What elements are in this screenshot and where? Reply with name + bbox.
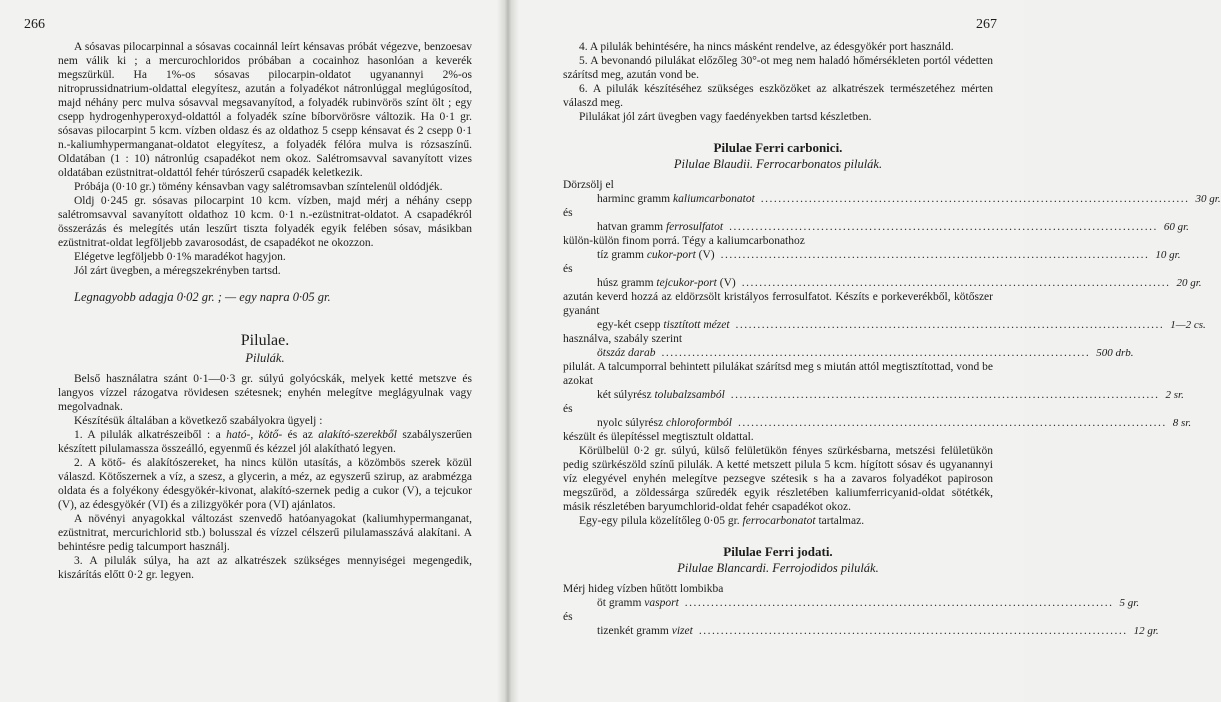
rule-2: 2. A kötő- és alakítószereket, ha nincs külön utasítás, a közömbös szerek közül válaszd. Kötőszernek a víz, a szesz, a glycerin, a méz, az egyszerű szirup, az arabmézga oldata és a folyékony édesgyökér-kivonat, alakító-szernek pedig a cukor (V), a tejcukor (V), az édesgyökér (VI) és a zilizgyökér pora (VI) ajánlatos. [58,457,472,511]
paragraph: Próbája (0·10 gr.) tömény kénsavban vagy salétromsavban színtelenül oldódjék. [74,181,443,193]
rule-1: 1. A pilulák alkatrészeiből : a ható-, kötő- és az alakító-szerekből szabályszerűen készített pilulamassza összeálló, egyenmű és kézzel jól alakítható legyen. [58,429,472,455]
section-heading-ferri-carbonici: Pilulae Ferri carbonici. [713,140,843,155]
recipe-intro: Mérj hideg vízben hűtött lombikba [563,583,724,595]
section-subheading-pilulak: Pilulák. [245,351,285,365]
leader-dots: .................................................................................................. [684,597,1114,609]
ingredient-row: egy-két csepp tisztított mézet .................................................................................................. 1—2 cs. [597,319,1206,331]
ingredient-row: húsz gramm tejcukor-port (V) .................................................................................................. 20 gr. [597,277,1202,289]
max-dose-line: Legnagyobb adagja 0·02 gr. ; — egy napra 0·05 gr. [74,290,331,304]
ingredient-row: hatvan gramm ferrosulfatot .................................................................................................. 60 gr. [597,221,1189,233]
leader-dots: .................................................................................................. [729,221,1158,233]
section-heading-ferri-jodati: Pilulae Ferri jodati. [723,544,833,559]
paragraph: Jól zárt üvegben, a méregszekrényben tartsd. [74,265,281,277]
ingredient-row: tizenkét gramm vizet .................................................................................................. 12 gr. [597,625,1159,637]
recipe-text: használva, szabály szerint [563,333,683,345]
paragraph: Oldj 0·245 gr. sósavas pilocarpint 10 kcm. vízben, majd mérj a néhány csepp salétromsavval savanyított oldathoz 10 kcm. 0·1 n.-ezüstnitrat-oldatot. A csapadékról összerázás és melegítés után leszűrt tiszta folyadék egyik felében sósav, másikban ezüstnitrat-oldat legföljebb zavarosodást, de csapadékot ne okozzon. [58,195,472,249]
leader-dots: .................................................................................................. [730,389,1160,401]
ingredient-row: ötszáz darab .................................................................................................. 500 drb. [597,347,1134,359]
paragraph: A növényi anyagokkal változást szenvedő hatóanyagokat (kaliumhypermanganat, ezüstnitrat, mercurichlorid stb.) bolusszal és vízzel célszerű pilulamasszává alakítani. A behintésre pedig talcumport használj. [58,513,472,553]
conjunction: és [563,207,573,219]
paragraph: Egy-egy pilula közelítőleg 0·05 gr. ferrocarbonatot tartalmaz. [579,515,865,527]
paragraph: Pilulákat jól zárt üvegben vagy faedényekben tartsd készletben. [579,111,872,123]
leader-dots: .................................................................................................. [698,625,1128,637]
recipe-text: külön-külön finom porrá. Tégy a kaliumcarbonathoz [563,235,805,247]
paragraph: Belső használatra szánt 0·1—0·3 gr. súlyú golyócskák, melyek ketté metszve és langyos vízzel rázogatva rövidesen szétesnek; enyhén melegítve meglágyulnak vagy megolvadnak. [58,373,472,413]
rule-5: 5. A bevonandó pilulákat előzőleg 30°-ot meg nem haladó hőmérsékleten portól védetten szárítsd meg, azután vond be. [563,55,993,81]
paragraph: A sósavas pilocarpinnal a sósavas cocainnál leírt kénsavas próbát végezve, benzoesav nem válik ki ; a mercurochloridos próbában a cocainhoz hasonlóan a keverék megszürkül. Ha 1%-os sósavas pilocarpin-oldatot ugyanannyi 2%-os nitroprussidnatrium-oldattal elegyítesz, azután a folyadékot nátronlúggal meglúgosítod, majd néhány perc mulva sósavval megsavanyítod, a folyadék rubinvörös színt ölt ; egy csepp hydrogenhyperoxyd-oldattól a folyadék színe bíborvörösre változik. Ha 0·1 gr. sósavas pilocarpint 5 kcm. vízben oldasz és az oldathoz 5 csepp kénsavat és 2 csepp 0·1 n.-kaliumhypermanganat-oldatot elegyítesz, a folyadék félóra mulva is rózsaszínű. Oldatában (1 : 10) nátronlúg csapadékot nem okoz. Salétromsavval savanyított vizes oldatában ezüstnitrat-oldattól fehér túrószerű csapadék keletkezik. [58,41,472,179]
recipe-intro: Dörzsölj el [563,179,614,191]
conjunction: és [563,611,573,623]
rule-4: 4. A pilulák behintésére, ha nincs másként rendelve, az édesgyökér port használd. [579,41,954,53]
ingredient-row: nyolc súlyrész chloroformból .................................................................................................. 8 sr. [597,417,1192,429]
right-text-column [563,40,1221,638]
section-subheading-blancardi: Pilulae Blancardi. Ferrojodidos pilulák. [677,561,879,575]
conjunction: és [563,403,573,415]
leader-dots: .................................................................................................. [720,249,1150,261]
page-number-left: 266 [24,17,45,32]
conjunction: és [563,263,573,275]
ingredient-row: tíz gramm cukor-port (V) .................................................................................................. 10 gr. [597,249,1181,261]
section-subheading-blaudii: Pilulae Blaudii. Ferrocarbonatos pilulák. [673,157,883,171]
ingredient-row: két súlyrész tolubalzsamból .................................................................................................. 2 sr. [597,389,1184,401]
paragraph: Elégetve legföljebb 0·1% maradékot hagyjon. [74,251,286,263]
ingredient-row: öt gramm vasport .................................................................................................. 5 gr. [597,597,1140,609]
rule-6: 6. A pilulák készítéséhez szükséges eszközöket az alkatrészek természetéhez mérten válaszd meg. [563,83,993,109]
book-gutter [497,0,519,702]
right-page [519,0,1221,702]
leader-dots: .................................................................................................. [741,277,1171,289]
paragraph: Készítésük általában a következő szabályokra ügyelj : [74,415,323,427]
recipe-text: azután keverd hozzá az eldörzsölt kristályos ferrosulfatot. Készíts e porkeverékből, kötőszer gyanánt [563,291,993,317]
leader-dots: .................................................................................................. [760,193,1190,205]
leader-dots: .................................................................................................. [661,347,1091,359]
ingredient-row: harminc gramm kaliumcarbonatot .................................................................................................. 30 gr. [597,193,1221,205]
leader-dots: .................................................................................................. [738,417,1167,429]
recipe-text: készült és ülepítéssel megtisztult oldattal. [563,431,754,443]
page-number-right: 267 [976,17,997,32]
left-page [0,0,497,702]
recipe-text: pilulát. A talcumporral behintett pilulákat szárítsd meg s miután attól megtisztítottad, vond be azokat [563,361,993,387]
leader-dots: .................................................................................................. [735,319,1165,331]
paragraph: Körülbelül 0·2 gr. súlyú, külső felületükön fényes szürkésbarna, metszési felületükön pedig szürkészöld színű pilulák. A ketté metszett pilula 5 kcm. hígított sósav és ugyanannyi víz elegyével enyhén melegítve pezsegve szétesik s ha a zavaros folyadékot papiroson megszűröd, a zöldessárga szűredék egyik részletében kaliumferricyanid-oldat sötétkék, másik részletében baryumchlorid-oldat fehér csapadékot okoz. [563,445,993,513]
left-text-column [58,40,472,582]
rule-3: 3. A pilulák súlya, ha azt az alkatrészek szükséges mennyiségei megengedik, kiszárítás előtt 0·2 gr. legyen. [58,555,472,581]
section-heading-pilulae: Pilulae. [240,332,290,349]
